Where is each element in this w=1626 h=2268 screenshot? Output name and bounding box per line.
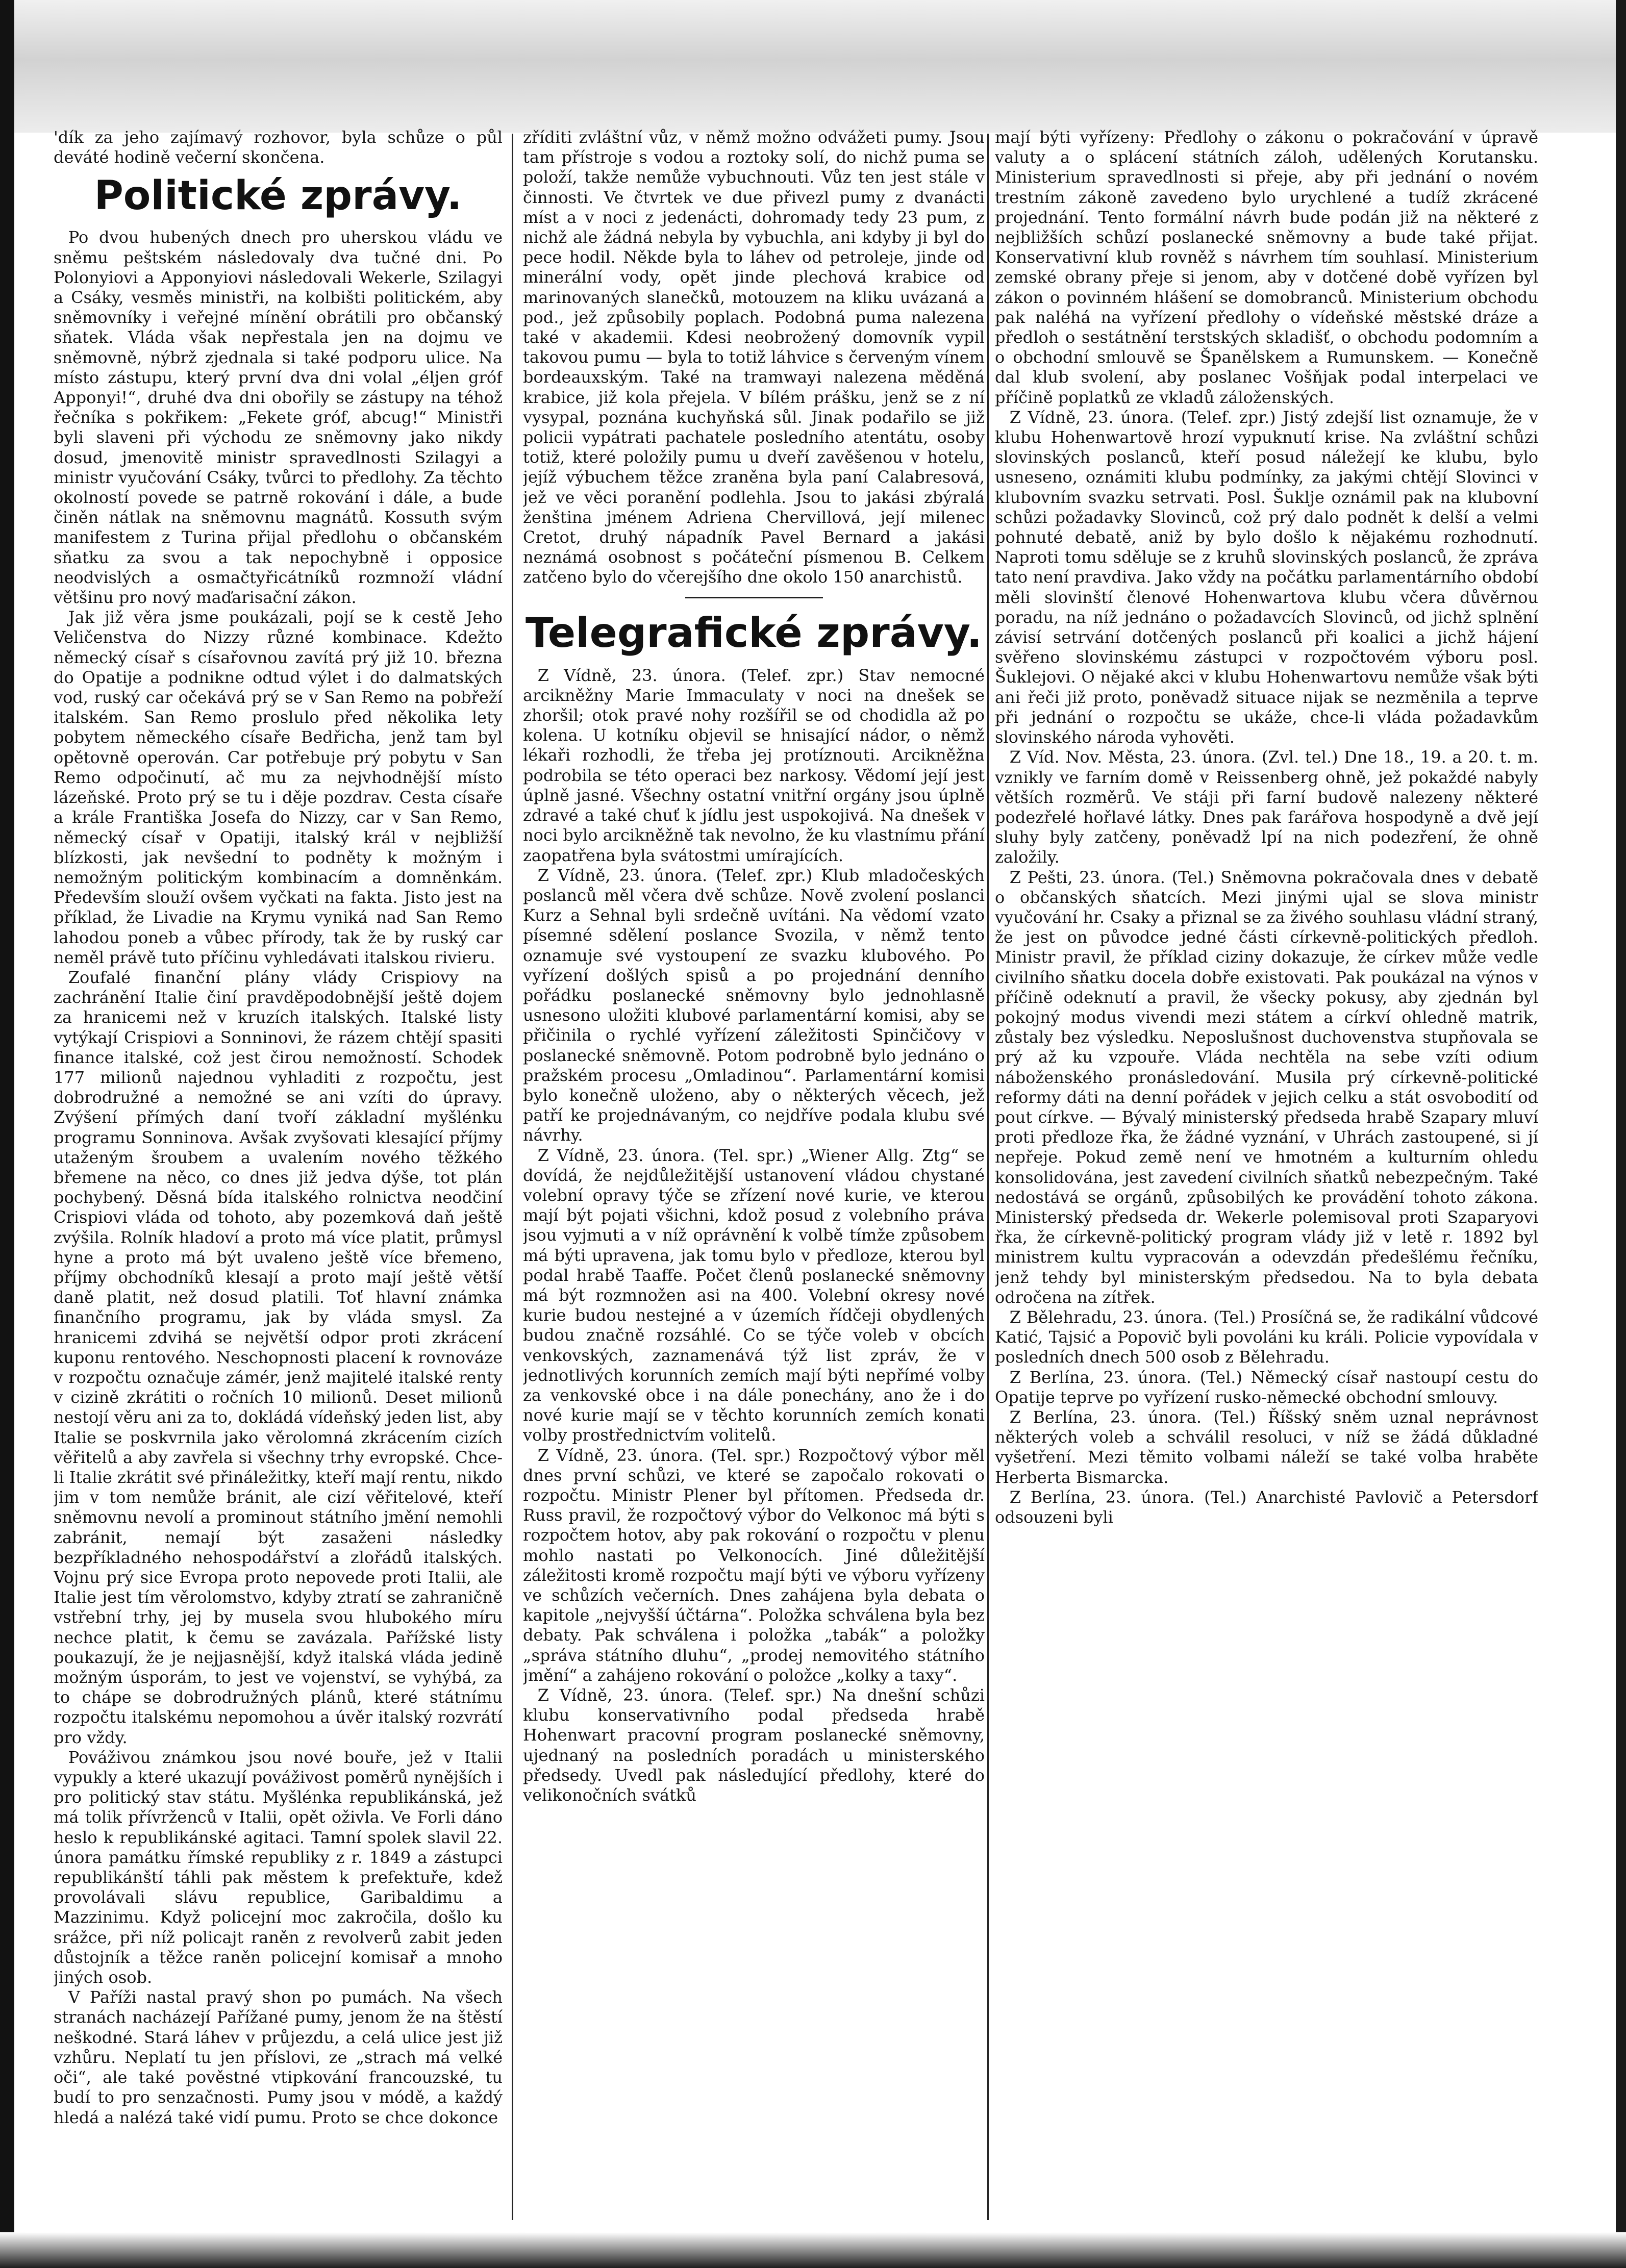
section-divider — [685, 597, 823, 598]
telegraficke-zpravy-heading: Telegrafické zprávy. — [525, 609, 983, 657]
article-paragraph: Zoufalé finanční plány vlády Crispiovy na zachránění Italie činí pravděpodobnější ještě dojem za hranicemi než v kruzích italských. Italské listy vytýkají Crispiovi a Sonninovi, že rázem chtějí spasiti finance italské, což jest čirou nemožností. Schodek 177 milionů najednou vyhladiti z rozpočtu, jest dobrodružné a nemožné se ani vzíti do úpravy. Zvýšení přímých daní tvoří základní myšlénku programu Sonninova. Avšak zvyšovati klesající příjmy utaženým šroubem a uvalením nového těžkého břemene na něco, co dnes již jedva dýše, tot plán pochybený. Děsná bída italského rolnictva neodčiní Crispiovi vláda od tohoto, aby pozemková daň ještě zvýšila. Rolník hladoví a proto má více platit, průmysl hyne a proto má být uvaleno ještě více břemeno, příjmy obchodníků klesají a proto mají ještě větší daně platit, než dosud platili. Toť hlavní známka finančního programu, jak by vláda smysl. Za hranicemi zdvihá se největší odpor proti zkrácení kuponu rentového. Neschopnosti placení k rovnováze v rozpočtu označuje zámér, jenž majitelé italské renty v cizině zkrátiti o ročních 10 milionů. Deset milionů nestojí věru ani za to, dokládá vídeňský jeden list, aby Italie se poskvrnila jako věrolomná zkrácením cizích věřitelů a aby zavřela si všechny trhy evropské. Chce-li Italie zkrátit své přináležitky, kteří mají rentu, nikdo jim v tom nemůže bránit, ale cizí věřitelové, kteří sněmovnu nevolí a prominout státního jmění nemohli zabránit, nemají být zasaženi následky bezpříkladného nehospodářství a zlořádů italských. Vojnu prý sice Evropa proto nepovede proti Italii, ale Italie jest tím věrolomstvo, kdyby ztratí se zahraničně vstřební trhy, jej by musela svou hlubokého míru nechce platit, k čemu se zavázala. Pařížské listy poukazují, že je nejjasnější, když italská vláda jedině možným úsporám, to jest ve vojenství, se vyhýbá, za to chápe se dobrodružných plánů, které státnímu rozpočtu italskému nepomohou a úvěr italský rozvrátí pro vždy. — [54, 967, 503, 1747]
telegram-paragraph: Z Víd. Nov. Města, 23. února. (Zvl. tel.) Dne 18., 19. a 20. t. m. vznikly ve farním domě v Reissenberg ohně, jež pokaždé nabyly větších rozměrů. Ve stáji při farní budově nalezeny některé podezřelé hořlavé látky. Dnes pak farářova hospodyně a dvě její sluhy byly zatčeny, poněvadž lpí na nich podezření, že ohně založily. — [995, 747, 1538, 867]
column-1 — [54, 128, 503, 2229]
telegram-paragraph: Z Vídně, 23. února. (Telef. zpr.) Jistý zdejší list oznamuje, že v klubu Hohenwartově hrozí vypuknutí krise. Na zvláštní schůzi slovinských poslanců, kteří posud náležejí ke klubu, bylo usneseno, oznámiti klubu podmínky, za jakými chtějí Slovinci v klubovním svazku setrvati. Posl. Šuklje oznámil pak na klubovní schůzi požadavky Slovinců, což prý dalo podnět k delší a velmi pohnuté debatě, aniž by bylo došlo k nějakému rozhodnutí. Naproti tomu sděluje se z kruhů slovinských poslanců, že zpráva tato není pravdiva. Jako vždy na počátku parlamentárního období měli slovinští členové Hohenwartova klubu včera důvěrnou poradu, na níž jednáno o požadavcích Slovinců, od jichž splnění závisí setrvání dotčených poslanců při koalici a jichž hájení svěřeno slovinskému zástupci v rozpočtovém výboru posl. Šuklejovi. O nějaké akci v klubu Hohenwartovu nemůže však býti ani řeči již proto, poněvadž situace nijak se nezměnila a teprve při jednání o rozpočtu se ukáže, chce-li vláda požadavkům slovinského národa vyhověti. — [995, 407, 1538, 747]
telegram-paragraph: Z Berlína, 23. února. (Tel.) Říšský sněm uznal neprávnost některých voleb a schválil resoluci, v níž se žádá důkladné vyšetření. Mezi těmito volbami náleží se také volba hraběte Herberta Bismarcka. — [995, 1407, 1538, 1487]
telegram-paragraph: Z Vídně, 23. února. (Telef. zpr.) Stav nemocné arcikněžny Marie Immaculaty v noci na dnešek se zhoršil; otok pravé nohy rozšířil se od chodidla až po kolena. U kotníku objevil se hnisající nádor, o němž lékaři rozhodli, že třeba jej protíznouti. Arcikněžna podrobila se této operaci bez narkosy. Vědomí její jest úplně jasné. Všechny ostatní vnitřní orgány jsou úplně zdravé a také chuť k jídlu jest uspokojivá. Na dnešek v noci bylo arcikněžně tak nevolno, že ku vlastnímu přání zaopatřena byla svátostmi umírajících. — [523, 665, 985, 865]
column-divider-2 — [987, 134, 989, 2220]
scan-shadow-bottom — [0, 2232, 1626, 2268]
article-paragraph: Po dvou hubených dnech pro uherskou vládu ve sněmu peštském následovaly dva tučné dni. Po Polonyiovi a Apponyiovi následovali Wekerle, Szilagyi a Csáky, vesměs ministři, na kolbišti politickém, aby sněmovníky i veřejné mínění obrátili pro občanský sňatek. Vláda však nepřestala jen na dojmu ve sněmovně, nýbrž zjednala si také podporu ulice. Na místo zástupu, který první dva dni volal „éljen gróf Apponyi!“, druhé dva dni obořily se zástupy na téhož řečníka s pokřikem: „Fekete gróf, abcug!“ Ministři byli slaveni při východu ze sněmovny jako nikdy dosud, jmenovitě ministr spravedlnosti Szilagyi a ministr vyučování Csáky, tvůrci to předlohy. Za těchto okolností povede se patrně rokování i dále, a bude činěn nátlak na sněmovnu magnátů. Kossuth svým manifestem z Turina přijal předlohu o občanském sňatku za svou a tak nepochybně i opposice neodvislých a osmačtyřicátníků rozmnoží vládní většinu pro nový maďarisační zákon. — [54, 228, 503, 608]
telegram-paragraph: Z Berlína, 23. února. (Tel.) Anarchisté Pavlovič a Petersdorf odsouzeni byli — [995, 1487, 1538, 1527]
telegram-paragraph: Z Vídně, 23. února. (Tel. spr.) Rozpočtový výbor měl dnes první schůzi, ve které se započalo rokovati o rozpočtu. Ministr Plener byl přítomen. Předseda dr. Russ pravil, že rozpočtový výbor do Velkonoc má býti s rozpočtem hotov, aby pak rokování o rozpočtu v plenu mohlo nastati po Velkonocích. Jiné důležitější záležitosti kromě rozpočtu mají býti ve výboru vyřízeny ve schůzích večerních. Dnes zahájena byla debata o kapitole „nejvyšší účtárna“. Položka schválena byla bez debaty. Pak schválena i položka „tabák“ a položky „správa státního dluhu“, „prodej nemovitého státního jmění“ a zahájeno rokování o položce „kolky a taxy“. — [523, 1445, 985, 1685]
politicke-zpravy-heading: Politické zprávy. — [94, 173, 462, 219]
telegram-paragraph: Z Vídně, 23. února. (Telef. zpr.) Klub mladočeských poslanců měl včera dvě schůze. Nově zvolení poslanci Kurz a Sehnal byli srdečně uvítáni. Na vědomí vzato písemné sdělení poslance Svozila, v němž tento oznamuje své vystoupení ze svazku klubového. Po vyřízení došlých spisů a po projednání denního pořádku poslanecké sněmovny bylo jednohlasně usnesono uložiti klubové parlamentární komisi, aby se přičinila o rychlé vyřízení záležitosti Spinčičovy v poslanecké sněmovně. Potom podrobně bylo jednáno o pražském procesu „Omladinou“. Parlamentární komisi bylo konečně uloženo, aby o některých věcech, jež patří ke projednávaným, co nejdříve podala klubu své návrhy. — [523, 865, 985, 1145]
telegram-paragraph: Z Berlína, 23. února. (Tel.) Německý císař nastoupí cestu do Opatije teprve po vyřízení rusko-německé obchodní smlouvy. — [995, 1367, 1538, 1407]
column-2 — [523, 128, 985, 2229]
telegram-paragraph: Z Bělehradu, 23. února. (Tel.) Prosíčná se, že radikální vůdcové Katić, Tajsić a Popovič byli povoláni ku králi. Policie vypovídala v posledních dnech 500 osob z Bělehradu. — [995, 1307, 1538, 1367]
column-divider-1 — [512, 134, 513, 2220]
article-paragraph: Pováživou známkou jsou nové bouře, jež v Italii vypukly a které ukazují pováživost poměrů nynějších i pro politický stav státu. Myšlénka republikánská, jež má tolik přívrženců v Italii, opět oživla. Ve Forli dáno heslo k republikánské agitaci. Tamní spolek slavil 22. února památku římské republiky z r. 1849 a zástupci republikánští táhli pak městem k prefektuře, kdež provolávali slávu republice, Garibaldimu a Mazzinimu. Když policejní moc zakročila, došlo ku srážce, při níž policajt raněn z revolverů zabit jeden důstojník a těžce raněn policejní komisař a mnoho jiných osob. — [54, 1747, 503, 1987]
article-paragraph: zříditi zvláštní vůz, v němž možno odvážeti pumy. Jsou tam přístroje s vodou a roztoky solí, do nichž puma se položí, takže nemůže vybuchnouti. Vůz ten jest stále v činnosti. Ve čtvrtek ve due přivezl pumy z dvanácti míst a v noci z jedenácti, dohromady tedy 23 pum, z nichž ale žádná nebyla by vybuchla, ani kdyby ji byl do pece hodil. Někde byla to láhev od petroleje, jinde od minerální vody, opět jinde plechová krabice od marinovaných slanečků, motouzem na kliku uvázaná a pod., jež způsobily poplach. Podobná puma nalezena také v akademii. Kdesi neobrožený domovník vypil takovou pumu — byla to totiž láhvice s červeným vínem bordeauxským. Také na tramwayi nalezena měděná krabice, již kola přejela. V bílém prášku, jenž se z ní vysypal, poznána kuchyňská sůl. Jinak podařilo se již policii vypátrati pachatele posledního atentátu, osoby totiž, které položily pumu u dveří zavěšenou v hotelu, jejíž výbuchem těžce zraněna byla paní Calabresová, jež ve věci poranění podlehla. Jsou to jakási zbýralá ženština jménem Adriena Chervillová, její milenec Cretot, druhý nápadník Pavel Bernard a jakási neznámá osobnost s počáteční písmenou B. Celkem zatčeno bylo do včerejšího dne okolo 150 anarchistů. — [523, 128, 985, 587]
article-paragraph: Jak již věra jsme poukázali, pojí se k cestě Jeho Veličenstva do Nizzy různé kombinace. Kdežto německý císař s císařovnou zavítá prý již 10. března do Opatije a podnikne odtud výlet i do dalmatských vod, ruský car očekává prý se v San Remo na pobřeží italském. San Remo proslulo před několika lety pobytem německého císaře Bedřicha, jenž tam byl opětovně operován. Car potřebuje prý pobytu v San Remo odpočinutí, ač mu za nejvhodnější místo lázeňské. Proto prý se tu i děje pozdrav. Cesta císaře a krále Františka Josefa do Nizzy, car v San Remo, německý císař v Opatiji, italský král v nejbližší blízkosti, jak nevšední to podněty k možným i nemožným politickým kombinacím a domněnkám. Především slouží ovšem vyčkati na fakta. Jisto jest na příklad, že Livadie na Krymu vyniká nad San Remo lahodou poneb a vůbec přírody, tak že by ruský car neměl právě tuto příčinu vyhledávati italskou rivieru. — [54, 608, 503, 967]
column-3 — [995, 128, 1538, 2229]
telegram-paragraph: Z Vídně, 23. února. (Telef. spr.) Na dnešní schůzi klubu konservativního podal předseda hrabě Hohenwart pracovní program poslanecké sněmovny, ujednaný na posledních poradách u ministerského předsedy. Uvedl pak následující předlohy, které do velikonočních svátků — [523, 1685, 985, 1805]
intro-paragraph: 'dík za jeho zajímavý rozhovor, byla schůze o půl deváté hodině večerní skončena. — [54, 128, 503, 167]
scan-edge-right — [1616, 0, 1626, 2268]
article-paragraph: V Paříži nastal pravý shon po pumách. Na všech stranách nacházejí Pařížané pumy, jenom že na štěstí neškodné. Stará láhev v průjezdu, a celá ulice jest již vzhůru. Neplatí tu jen příslovi, ze „strach má velké oči“, ale také pověstné vtipkování francouzské, tu budí to pro senzačnosti. Pumy jsou v módě, a každý hledá a nalézá také vidí pumu. Proto se chce dokonce — [54, 1987, 503, 2127]
scan-shadow-top — [0, 0, 1626, 133]
scan-edge-left — [0, 0, 14, 2268]
telegram-paragraph: Z Vídně, 23. února. (Tel. spr.) „Wiener Allg. Ztg“ se dovídá, že nejdůležitější ustanovení vládou chystané volební opravy týče se zřízení nové kurie, ve kterou mají být pojati všichni, kdož posud z volebního práva jsou vyjmuti a v níž oprávnění k volbě tímže způsobem má býti upravena, jak tomu bylo v předloze, kterou byl podal hrabě Taaffe. Počet členů poslanecké sněmovny má být rozmnožen asi na 400. Volební okresy nové kurie budou nestejné a v územích řídčeji obydlených budou značně rozsáhlé. Co se týče voleb v obcích venkovských, zaznamenává týž list zpráv, že v jednotlivých korunních zemích mají býti nepřímé volby za venkovské obce i na dále ponechány, ano že i do nové kurie mají se v těchto korunních zemích konati volby prostřednictvím volitelů. — [523, 1145, 985, 1445]
telegram-paragraph: Z Pešti, 23. února. (Tel.) Sněmovna pokračovala dnes v debatě o občanských sňatcích. Mezi jinými ujal se slova ministr vyučování hr. Csaky a přiznal se za živého souhlasu vládní straný, že jest on původce jedné části církevně-politických předloh. Ministr pravil, že příklad ciziny dokazuje, že církev může vedle civilního sňatku docela dobře existovati. Pak poukázal na výnos v příčině odeknutí a pravil, že všecky pokusy, aby zjednán byl pokojný modus vivendi mezi státem a církví ohledně matrik, zůstaly bez výsledku. Neposlušnost duchovenstva stupňovala se prý až ku vzpouře. Vláda nechtěla na sebe vzíti odium náboženského pronásledování. Musila prý církevně-politické reformy dáti na denní pořádek v jejich celku a stát osvobodití od pout církve. — Bývalý ministerský předseda hrabě Szapary mluví proti předloze řka, že žádné vyznání, v Uhrách zastoupené, si jí nepřeje. Pokud země není ve hmotném a kulturním ohledu konsolidována, jest zavedení civilních sňatků nebezpečným. Také nedostává se orgánů, způsobilých ke provádění tohoto zákona. Ministerský předseda dr. Wekerle polemisoval proti Szaparyovi řka, že církevně-politický program vlády již v letě r. 1892 byl ministrem kultu vypracován a odevzdán předešlému řečníku, jenž tehdy byl ministerským předsedou. Na to byla debata odročena na zítřek. — [995, 867, 1538, 1307]
telegram-paragraph: mají býti vyřízeny: Předlohy o zákonu o pokračování v úpravě valuty a o splácení státních záloh, udělených Korutansku. Ministerium spravedlnosti si přeje, aby při jednání o novém trestním zákoně zavedeno bylo urychlené a tudíž zkrácené projednání. Tento formální návrh bude podán již na některé z nejbližších schůzí poslanecké sněmovny a bude také přijat. Konservativní klub rovněž s návrhem tím souhlasí. Ministerium zemské obrany přeje si jenom, aby v dotčené době vyřízen byl zákon o povinném hlášení se domobranců. Ministerium obchodu pak naléhá na vyřízení předlohy o vídeňské městské dráze a předloh o sestátnění terstských skladišť, o obchodu podomním a o obchodní smlouvě se Španělskem a Rumunskem. — Konečně dal klub svolení, aby poslanec Vošňjak podal interpelaci ve příčině poplatků ze vkladů záloženských. — [995, 128, 1538, 407]
